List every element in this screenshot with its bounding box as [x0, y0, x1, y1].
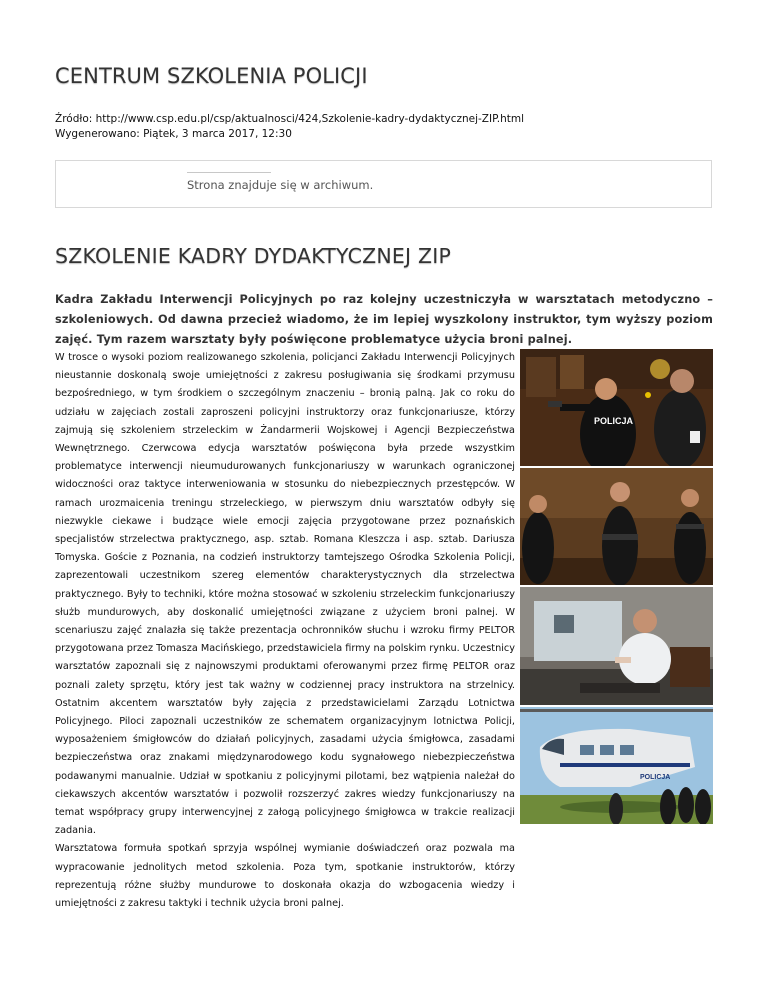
generated-date: Wygenerowano: Piątek, 3 marca 2017, 12:30: [55, 128, 292, 140]
site-title: CENTRUM SZKOLENIA POLICJI: [55, 64, 368, 88]
photo-police-helicopter-image: [520, 707, 713, 824]
photo-presentation: [520, 587, 713, 705]
source-url[interactable]: Źródło: http://www.csp.edu.pl/csp/aktualnosci/424,Szkolenie-kadry-dydaktycznej-ZIP.html: [55, 113, 525, 125]
photo-shooting-instruction: [520, 349, 713, 466]
photo-presentation-image: [520, 587, 713, 705]
photo-police-helicopter: [520, 707, 713, 824]
photo-armed-officers-image: [520, 468, 713, 585]
document-meta: [55, 112, 524, 142]
photo-shooting-instruction-image: [520, 349, 713, 466]
article-body: [55, 349, 515, 913]
helicopter-lettering: POLICJA: [640, 774, 671, 781]
photo-badge-text: POLICJA: [594, 416, 634, 426]
article-paragraph: W trosce o wysoki poziom realizowanego szkolenia, policjanci Zakładu Interwencji Policyjnych nieustannie doskonalą swoje umiejętności z zakresu posługiwania się środkami przymusu bezpośredniego, w tym środkiem o szczególnym znaczeniu – bronią palną. Jak co roku do udziału w zajęciach zostali zaproszeni policyjni instruktorzy oraz funkcjonariusze, którzy zajmują się szkoleniem strzeleckim w Żandarmerii Wojskowej i Agencji Bezpieczeństwa Wewnętrznego. Czerwcowa edycja warsztatów poświęcona była przede wszystkim problematyce interwencji nieumudurowanych funkcjonariuszy w warunkach ograniczonej widoczności oraz taktyce interweniowania w stosunku do niebezpiecznych przestępców. W ramach urozmaicenia treningu strzeleckiego, w pierwszym dniu warsztatów odbyły się niezwykle ciekawe i budzące wiele emocji zajęcia przygotowane przez poznańskich specjalistów strzelectwa praktycznego, asp. sztab. Romana Kleszcza i asp. sztab. Dariusza Tomyska. Goście z Poznania, na codzień instruktorzy tamtejszego Ośrodka Szkolenia Policji, zaprezentowali uczestnikom szereg elementów charakterystycznych dla strzelectwa praktycznego. Były to techniki, które można stosować w szkoleniu strzeleckim funkcjonariuszy służb mundurowych, aby doskonalić umiejętności związane z użyciem broni palnej. W scenariuszu zajęć znalazła się także prezentacja ochronników słuchu i wzroku firmy PELTOR przygotowana przez Tomasza Macińskiego, przedstawiciela firmy na polskim rynku. Uczestnicy warsztatów zapoznali się z najnowszymi produktami oferowanymi przez firmę PELTOR oraz poznali zalety sprzętu, który jest tak ważny w codziennej pracy instruktora na strzelnicy. Ostatnim akcentem warsztatów były zajęcia z przedstawicielami Zarządu Lotnictwa Policyjnego. Piloci zapoznali uczestników ze schematem organizacyjnym lotnictwa Policji, wyposażeniem śmigłowców do działań policyjnych, zasadami użycia śmigłowca, zasadami bezpieczeństwa oraz znakami międzynarodowego kodu sygnałowego niebezpieczeństwa podawanymi manualnie. Udział w spotkaniu z policyjnymi pilotami, bez wątpienia należał do ciekawszych akcentów warsztatów i pozwolił rozszerzyć zakres wiedzy funkcjonariuszy na temat współpracy grupy interwencyjnej z załogą policyjnego śmigłowca w trakcie realizacji zadania.: [55, 352, 515, 837]
archive-notice-box: [55, 160, 712, 208]
archive-divider: [187, 172, 271, 173]
article-lead: Kadra Zakładu Interwencji Policyjnych po raz kolejny uczestniczyła w warsztatach metodyczno – szkoleniowych. Od dawna przecież wiadomo, że im lepiej wyszkolony instruktor, tym wyższy poziom zajęć. Tym razem warsztaty były poświęcone problematyce użycia broni palnej.: [55, 293, 713, 346]
photo-armed-officers: [520, 468, 713, 585]
archive-notice: Strona znajduje się w archiwum.: [187, 178, 374, 192]
article-title: SZKOLENIE KADRY DYDAKTYCZNEJ ZIP: [55, 244, 452, 268]
article-paragraph: Warsztatowa formuła spotkań sprzyja wspólnej wymianie doświadczeń oraz pozwala ma wypracowanie jednolitych metod szkolenia. Poza tym, spotkanie instruktorów, którzy reprezentują różne służby mundurowe to doskonała okazja do wzbogacenia wiedzy i umiejętności z zakresu taktyki i technik użycia broni palnej.: [55, 843, 515, 910]
